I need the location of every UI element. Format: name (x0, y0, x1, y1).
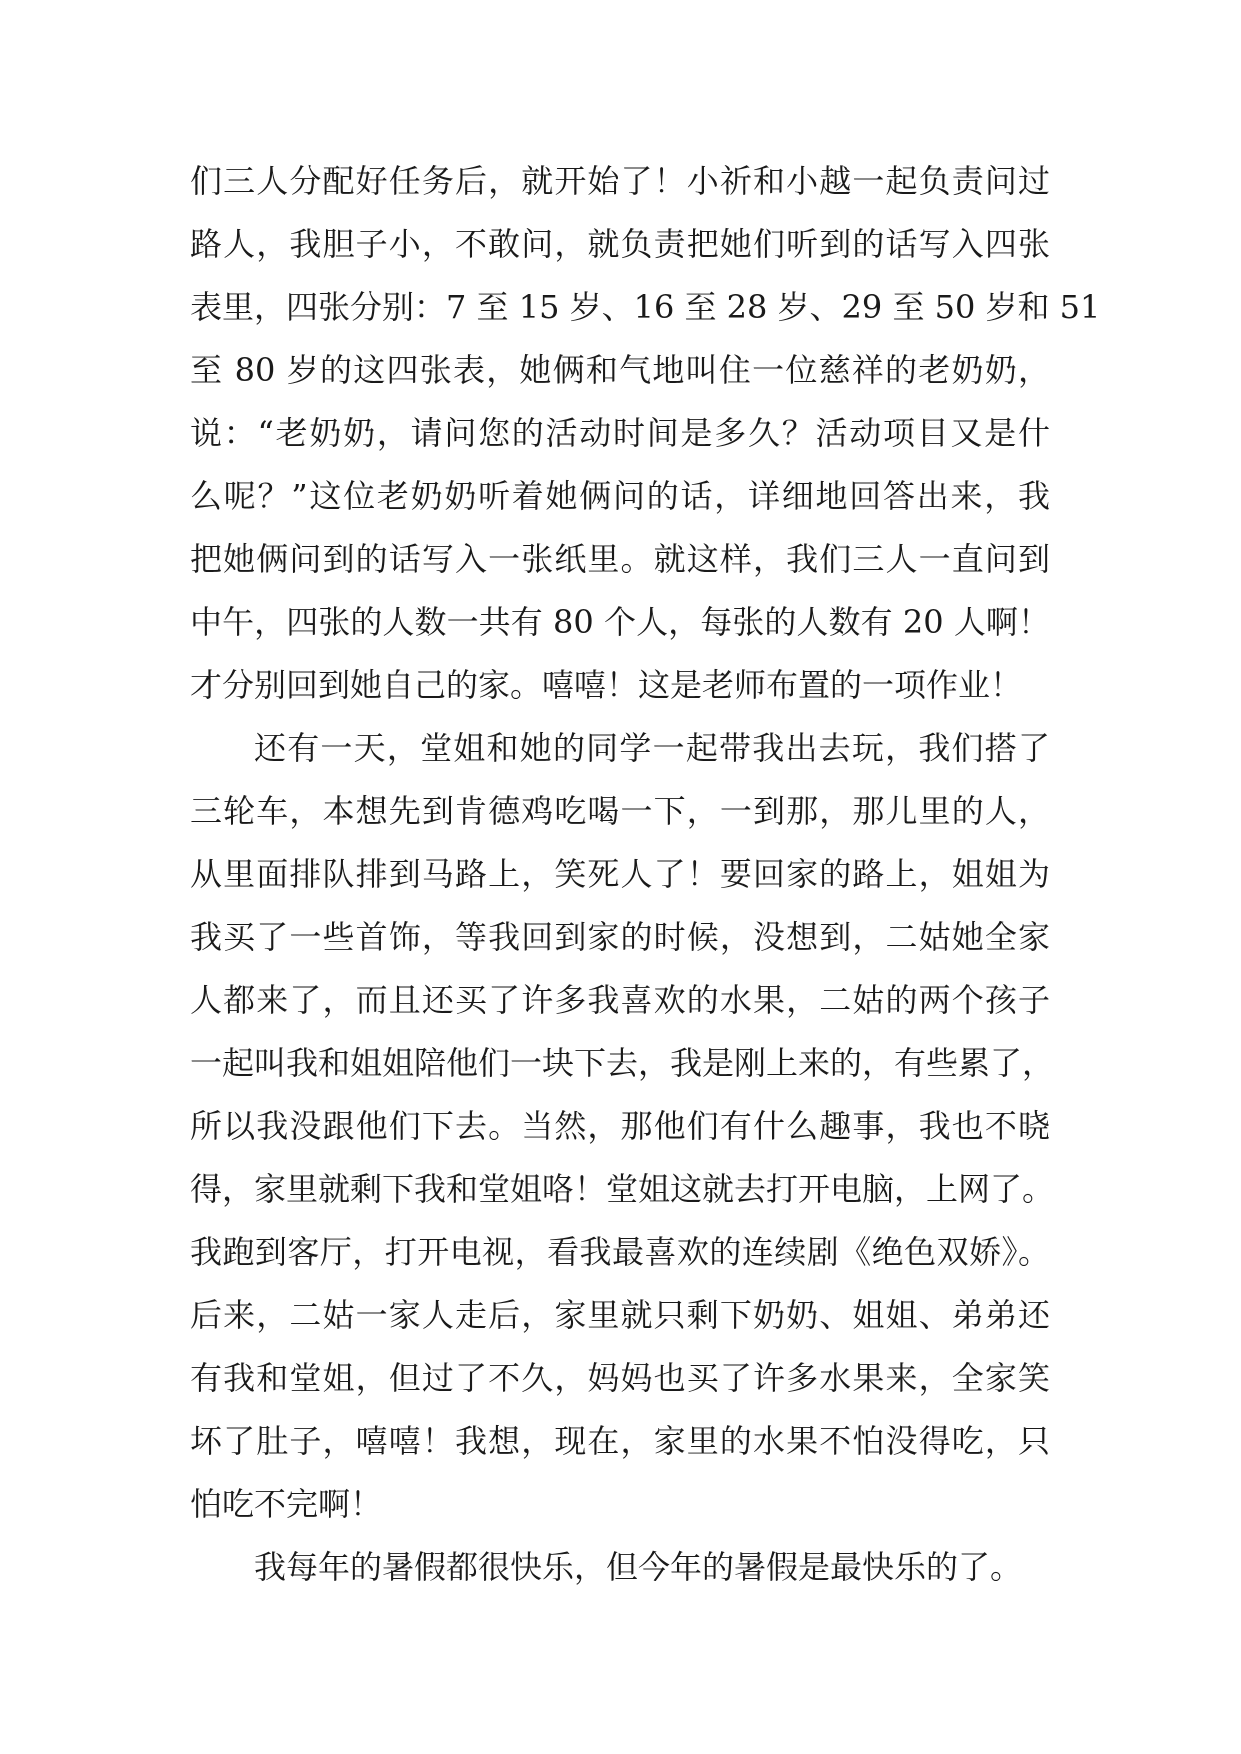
text-line: 我跑到客厅，打开电视，看我最喜欢的连续剧《绝色双娇》。 (190, 1233, 1050, 1271)
text-line: 们三人分配好任务后，就开始了！小祈和小越一起负责问过 (190, 162, 1050, 200)
text-line: 我买了一些首饰，等我回到家的时候，没想到，二姑她全家 (190, 918, 1050, 956)
text-line: 说：“老奶奶，请问您的活动时间是多久？活动项目又是什 (190, 414, 1050, 452)
text-line: 表里，四张分别：7 至 15 岁、16 至 28 岁、29 至 50 岁和 51 (190, 288, 1101, 326)
text-line: 后来，二姑一家人走后，家里就只剩下奶奶、姐姐、弟弟还 (190, 1296, 1050, 1334)
text-line: 有我和堂姐，但过了不久，妈妈也买了许多水果来，全家笑 (190, 1359, 1050, 1397)
paragraph-3 (190, 1536, 1050, 1599)
paragraph-2 (190, 717, 1055, 1536)
text-line: 我每年的暑假都很快乐，但今年的暑假是最快乐的了。 (254, 1548, 1023, 1586)
text-line: 至 80 岁的这四张表，她俩和气地叫住一位慈祥的老奶奶， (190, 351, 1050, 389)
text-line: 坏了肚子，嘻嘻！我想，现在，家里的水果不怕没得吃，只 (190, 1422, 1050, 1460)
text-line: 三轮车，本想先到肯德鸡吃喝一下，一到那，那儿里的人， (190, 792, 1050, 830)
text-line: 么呢？”这位老奶奶听着她俩问的话，详细地回答出来，我 (190, 477, 1050, 515)
text-line: 路人，我胆子小，不敢问，就负责把她们听到的话写入四张 (190, 225, 1050, 263)
text-line: 才分别回到她自己的家。嘻嘻！这是老师布置的一项作业！ (190, 666, 1023, 704)
essay-body (190, 150, 1101, 1599)
text-line: 一起叫我和姐姐陪他们一块下去，我是刚上来的，有些累了， (190, 1044, 1055, 1082)
text-line: 还有一天，堂姐和她的同学一起带我出去玩，我们搭了 (254, 729, 1050, 767)
text-line: 从里面排队排到马路上，笑死人了！要回家的路上，姐姐为 (190, 855, 1050, 893)
text-line: 怕吃不完啊！ (190, 1485, 383, 1523)
text-line: 人都来了，而且还买了许多我喜欢的水果，二姑的两个孩子 (190, 981, 1050, 1019)
text-line: 中午，四张的人数一共有 80 个人，每张的人数有 20 人啊！ (190, 603, 1050, 641)
paragraph-1 (190, 150, 1101, 717)
text-line: 所以我没跟他们下去。当然，那他们有什么趣事，我也不晓 (190, 1107, 1050, 1145)
text-line: 把她俩问到的话写入一张纸里。就这样，我们三人一直问到 (190, 540, 1050, 578)
text-line: 得，家里就剩下我和堂姐咯！堂姐这就去打开电脑，上网了。 (190, 1170, 1055, 1208)
